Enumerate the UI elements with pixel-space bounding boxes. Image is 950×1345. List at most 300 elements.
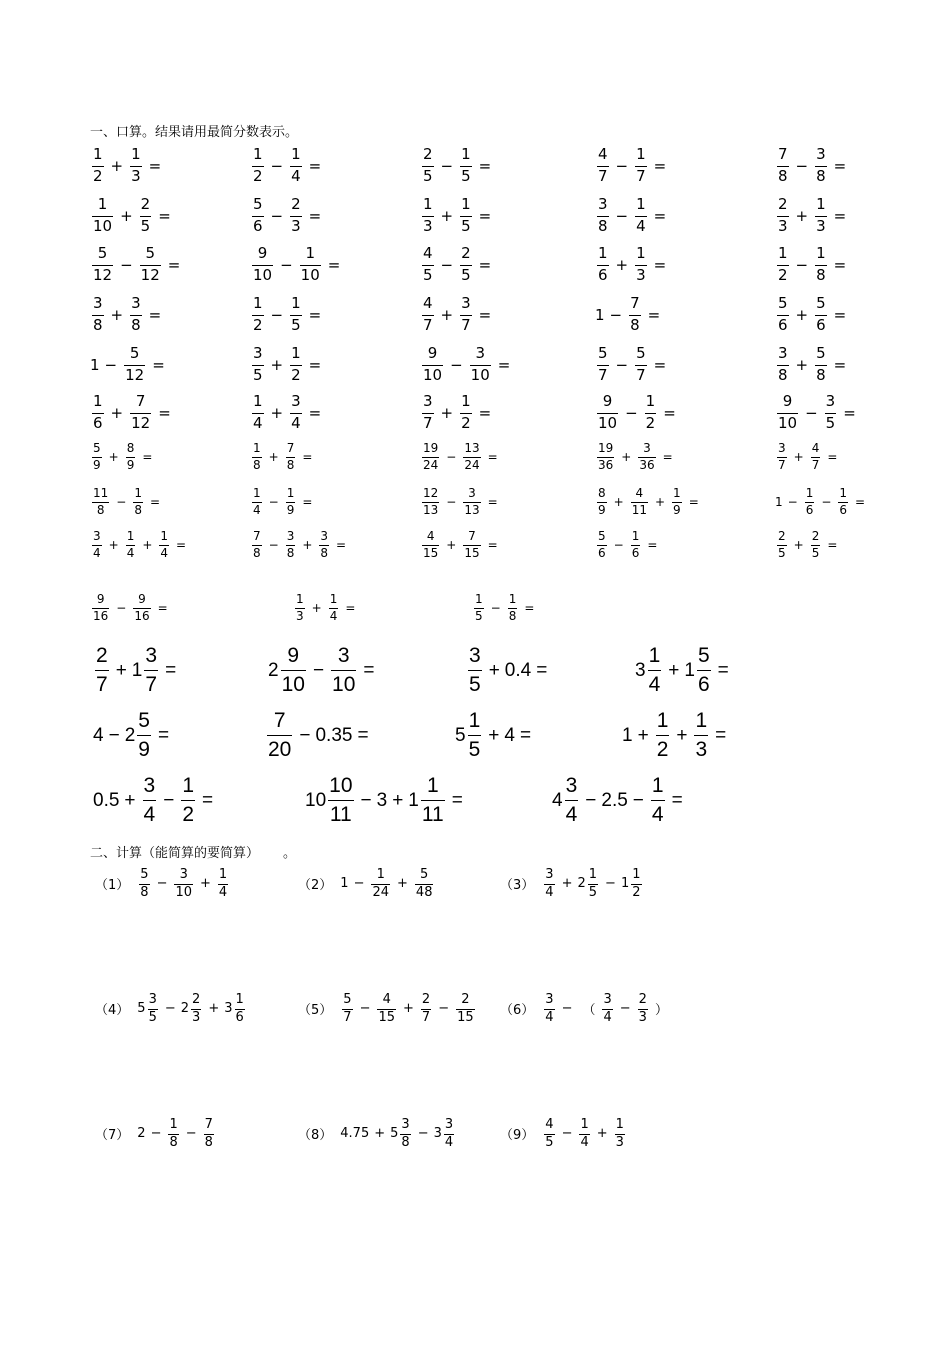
numerator: 1 — [253, 392, 263, 410]
oral-item — [775, 346, 851, 384]
denominator: 7 — [96, 673, 108, 697]
numerator: 7 — [253, 529, 261, 543]
denominator: 9 — [286, 502, 295, 517]
fraction — [544, 1118, 554, 1149]
denominator: 5 — [468, 738, 481, 762]
denominator: 10 — [175, 884, 193, 900]
fraction — [328, 775, 353, 826]
operator: = — [519, 724, 532, 746]
oral-item — [472, 593, 539, 622]
number: 2 — [137, 1126, 146, 1142]
operator: + — [795, 355, 809, 374]
operator: = — [158, 206, 171, 225]
fraction — [92, 394, 104, 432]
fraction — [140, 197, 152, 235]
numerator: 1 — [468, 709, 481, 732]
fraction-bar — [421, 800, 445, 801]
oral-item — [595, 394, 681, 432]
operator: + — [793, 449, 804, 464]
numerator: 1 — [656, 709, 669, 732]
numerator: 3 — [778, 441, 786, 455]
fraction — [143, 775, 157, 826]
fraction — [377, 993, 396, 1024]
denominator: 7 — [636, 365, 646, 384]
operator: − — [632, 789, 644, 811]
fraction — [124, 346, 145, 384]
operator: + — [440, 305, 454, 324]
whole-number: 2 — [124, 724, 136, 746]
numerator: 2 — [423, 145, 433, 163]
denominator: 7 — [423, 413, 433, 432]
oral-item — [595, 346, 671, 384]
fraction-bar — [468, 735, 482, 736]
large-item — [635, 645, 734, 696]
denominator: 4 — [291, 413, 301, 432]
oral-item — [293, 593, 360, 622]
oral-item — [595, 487, 704, 516]
fraction — [468, 645, 482, 696]
denominator: 15 — [423, 545, 439, 560]
numerator: 5 — [778, 294, 788, 312]
fraction — [805, 487, 815, 516]
denominator: 4 — [651, 803, 664, 827]
fraction — [815, 346, 827, 384]
operator: = — [524, 600, 535, 615]
numerator: 4 — [635, 486, 644, 500]
denominator: 5 — [469, 673, 481, 697]
operator: + — [392, 789, 404, 811]
fraction-bar — [648, 670, 662, 671]
fraction-bar — [468, 670, 482, 671]
numerator: 1 — [461, 195, 471, 213]
fraction — [694, 710, 708, 761]
oral-item — [420, 442, 503, 471]
denominator: 7 — [811, 457, 820, 472]
oral-item — [90, 530, 191, 559]
numerator: 5 — [816, 294, 826, 312]
denominator: 10 — [778, 413, 798, 432]
fraction — [463, 442, 480, 471]
number: 0.5 — [93, 789, 120, 811]
problem-label: （4） — [95, 1003, 130, 1019]
fraction — [579, 1118, 589, 1149]
fraction — [290, 197, 302, 235]
section2-title-text: 二、计算（能简算的要简算） — [90, 846, 260, 861]
section1-title: 一、口算。结果请用最简分数表示。 — [90, 125, 299, 140]
numerator: 7 — [273, 709, 286, 732]
fraction — [235, 993, 245, 1024]
denominator: 8 — [598, 216, 608, 235]
fraction — [597, 487, 607, 516]
denominator: 4 — [580, 1134, 589, 1150]
fraction — [777, 296, 789, 334]
whole-number: 5 — [137, 1001, 146, 1017]
numerator: 5 — [253, 195, 263, 213]
numerator: 2 — [638, 992, 647, 1007]
fraction — [133, 487, 143, 516]
fraction — [252, 296, 264, 334]
operator: = — [653, 255, 667, 274]
denominator: 5 — [825, 413, 836, 432]
denominator: 4 — [143, 803, 156, 827]
fraction — [638, 993, 648, 1024]
denominator: 4 — [545, 1009, 554, 1025]
denominator: 3 — [615, 1134, 624, 1150]
operator: − — [417, 1126, 429, 1142]
fraction — [92, 593, 109, 622]
numerator: 1 — [253, 145, 263, 163]
fraction — [597, 246, 609, 284]
denominator: 8 — [401, 1134, 410, 1150]
denominator: 11 — [329, 803, 352, 827]
numerator: 7 — [468, 529, 476, 543]
denominator: 13 — [423, 502, 439, 517]
operator: = — [148, 156, 162, 175]
numerator: 3 — [778, 344, 788, 362]
numerator: 3 — [545, 992, 554, 1007]
oral-item — [90, 394, 176, 432]
whole-number: 2 — [180, 1001, 190, 1017]
fraction — [92, 442, 102, 471]
denominator: 5 — [461, 216, 471, 235]
operator: = — [487, 537, 498, 552]
denominator: 4 — [160, 545, 169, 560]
oral-item — [595, 197, 671, 235]
numerator: 9 — [602, 392, 613, 410]
denominator: 4 — [565, 803, 578, 827]
operator: − — [299, 724, 311, 746]
denominator: 10 — [423, 365, 443, 384]
whole-number: 5 — [390, 1126, 399, 1142]
numerator: 1 — [134, 486, 142, 500]
numerator: 1 — [645, 392, 656, 410]
fraction — [777, 246, 789, 284]
number: 4.75 — [340, 1126, 370, 1142]
numerator: 1 — [461, 392, 471, 410]
denominator: 24 — [423, 457, 439, 472]
oral-item — [775, 530, 842, 559]
denominator: 5 — [461, 166, 471, 185]
denominator: 8 — [778, 166, 788, 185]
operator: − — [619, 1001, 631, 1017]
operator: + — [446, 537, 457, 552]
fraction — [672, 487, 682, 516]
oral-item — [420, 197, 496, 235]
operator: = — [497, 355, 511, 374]
fraction — [825, 394, 837, 432]
operator: = — [833, 156, 847, 175]
denominator: 5 — [253, 365, 263, 384]
denominator: 6 — [805, 502, 814, 517]
numerator: 1 — [291, 294, 301, 312]
operator: = — [653, 206, 667, 225]
denominator: 8 — [286, 545, 295, 560]
denominator: 6 — [235, 1009, 244, 1025]
numerator: 1 — [615, 1117, 624, 1132]
operator: − — [116, 494, 127, 509]
fraction — [631, 487, 648, 516]
denominator: 4 — [444, 1134, 454, 1150]
denominator: 8 — [140, 884, 149, 900]
numerator: 3 — [469, 644, 481, 667]
denominator: 48 — [415, 884, 433, 900]
operator: = — [357, 724, 369, 746]
large-item — [622, 710, 731, 761]
fraction — [267, 710, 292, 761]
fraction — [422, 487, 439, 516]
numerator: 2 — [192, 992, 201, 1007]
oral-item — [775, 442, 842, 471]
denominator: 7 — [778, 457, 786, 472]
denominator: 7 — [421, 1009, 431, 1025]
numerator: 1 — [461, 145, 471, 163]
denominator: 24 — [372, 884, 390, 900]
denominator: 10 — [300, 265, 320, 284]
fraction — [252, 346, 264, 384]
operator: = — [478, 206, 492, 225]
fraction — [290, 394, 302, 432]
fraction — [148, 993, 158, 1024]
operator: − — [446, 494, 457, 509]
operator: + — [268, 449, 279, 464]
whole-number: 3 — [224, 1001, 233, 1017]
numerator: 1 — [169, 1117, 178, 1132]
operator: = — [653, 156, 667, 175]
operator: − — [787, 494, 798, 509]
numerator: 3 — [401, 1117, 410, 1132]
fraction — [470, 346, 491, 384]
numerator: 5 — [697, 644, 710, 667]
denominator: 6 — [598, 545, 606, 560]
fraction — [631, 530, 641, 559]
fraction — [815, 296, 827, 334]
oral-item — [90, 487, 165, 516]
fraction — [92, 296, 104, 334]
numerator: 1 — [778, 244, 788, 262]
numerator: 3 — [131, 294, 141, 312]
fraction — [281, 645, 306, 696]
operator: = — [149, 494, 161, 509]
denominator: 3 — [291, 216, 301, 235]
fraction — [777, 394, 798, 432]
fraction — [444, 1118, 454, 1149]
fraction — [460, 197, 472, 235]
operator: + — [124, 789, 136, 811]
denominator: 4 — [636, 216, 646, 235]
numerator: 1 — [631, 529, 640, 543]
operator: + — [374, 1126, 386, 1142]
operator: = — [715, 724, 727, 746]
denominator: 2 — [93, 166, 103, 185]
operator: = — [336, 537, 347, 552]
fraction — [290, 296, 302, 334]
denominator: 6 — [253, 216, 263, 235]
numerator: 9 — [287, 644, 300, 667]
fraction — [777, 197, 789, 235]
numerator: 1 — [588, 867, 598, 882]
numerator: 3 — [565, 774, 578, 797]
oral-item — [90, 593, 173, 622]
fraction — [544, 993, 554, 1024]
numerator: 1 — [296, 592, 304, 606]
oral-item — [250, 346, 326, 384]
denominator: 8 — [96, 502, 105, 517]
problem-label: （9） — [500, 1128, 535, 1144]
numerator: 1 — [305, 244, 315, 262]
numerator: 3 — [253, 344, 263, 362]
denominator: 8 — [630, 315, 640, 334]
fraction — [815, 197, 827, 235]
numerator: 1 — [286, 486, 295, 500]
denominator: 7 — [598, 365, 608, 384]
large-item — [552, 775, 688, 826]
operator: − — [585, 789, 597, 811]
operator: = — [478, 403, 492, 422]
operator: + — [302, 537, 313, 552]
operator: − — [605, 876, 616, 892]
fraction — [468, 710, 482, 761]
fraction — [463, 530, 480, 559]
oral-item — [90, 442, 157, 471]
fraction — [463, 487, 480, 516]
numerator: 5 — [816, 344, 826, 362]
numerator: 2 — [461, 244, 471, 262]
oral-item — [250, 197, 326, 235]
fraction — [342, 993, 352, 1024]
operator: = — [647, 537, 658, 552]
numerator: 4 — [423, 294, 433, 312]
fraction — [422, 530, 439, 559]
fraction — [140, 246, 161, 284]
operator: = — [478, 156, 492, 175]
numerator: 3 — [291, 392, 301, 410]
numerator: 8 — [126, 441, 135, 455]
numerator: 7 — [286, 441, 295, 455]
whole-number: 1 — [131, 659, 143, 681]
fraction — [252, 197, 264, 235]
operator: = — [302, 494, 313, 509]
numerator: 3 — [468, 486, 476, 500]
numerator: 2 — [778, 195, 788, 213]
numerator: 1 — [508, 592, 517, 606]
operator: + — [403, 1001, 414, 1017]
numerator: 9 — [96, 592, 105, 606]
problem-item — [95, 1118, 216, 1149]
operator: − — [359, 1001, 371, 1017]
fraction — [252, 147, 264, 185]
denominator: 4 — [253, 413, 263, 432]
denominator: 36 — [598, 457, 614, 472]
oral-item — [250, 442, 317, 471]
number: 2.5 — [601, 789, 628, 811]
fraction — [126, 530, 136, 559]
oral-item — [595, 442, 678, 471]
operator: = — [827, 537, 838, 552]
problem-label: （2） — [298, 878, 333, 894]
denominator: 6 — [839, 502, 848, 517]
denominator: 3 — [636, 265, 646, 284]
whole-number: 2 — [577, 876, 586, 892]
numerator: 3 — [643, 441, 651, 455]
operator: − — [270, 206, 284, 225]
fraction — [329, 593, 339, 622]
fraction — [777, 346, 789, 384]
oral-item — [420, 296, 496, 334]
fraction — [422, 246, 434, 284]
operator: − — [615, 355, 629, 374]
operator: − — [156, 876, 168, 892]
problem-item — [500, 868, 644, 899]
fraction — [415, 868, 434, 899]
fraction — [422, 394, 434, 432]
problem-item — [500, 993, 673, 1024]
fraction — [648, 645, 662, 696]
whole-number: 10 — [305, 789, 327, 811]
operator: = — [833, 255, 847, 274]
fraction — [290, 147, 302, 185]
fraction — [597, 346, 609, 384]
oral-item — [420, 394, 496, 432]
oral-item — [250, 530, 351, 559]
numerator: 1 — [673, 486, 681, 500]
fraction — [777, 530, 787, 559]
denominator: 8 — [816, 365, 826, 384]
numerator: 1 — [426, 774, 439, 797]
numerator: 1 — [598, 244, 608, 262]
numerator: 1 — [580, 1117, 589, 1132]
problem-label: （6） — [500, 1003, 535, 1019]
numerator: 7 — [630, 294, 640, 312]
oral-item — [420, 346, 515, 384]
denominator: 8 — [816, 166, 826, 185]
numerator: 1 — [816, 195, 826, 213]
fraction — [92, 147, 104, 185]
numerator: 9 — [427, 344, 438, 362]
numerator: 13 — [464, 441, 480, 455]
numerator: 1 — [632, 867, 641, 882]
fraction — [815, 246, 827, 284]
numerator: 5 — [598, 529, 606, 543]
denominator: 5 — [475, 608, 483, 623]
numerator: 1 — [131, 145, 141, 163]
denominator: 5 — [423, 265, 433, 284]
fraction-bar — [565, 800, 579, 801]
numerator: 3 — [179, 867, 188, 882]
numerator: 5 — [140, 867, 149, 882]
denominator: 10 — [93, 216, 113, 235]
fraction-bar — [697, 670, 711, 671]
numerator: 1 — [253, 441, 261, 455]
paren: ） — [654, 1003, 668, 1019]
fraction — [300, 246, 321, 284]
oral-item — [775, 487, 870, 516]
operator: − — [163, 789, 175, 811]
denominator: 6 — [778, 315, 788, 334]
numerator: 1 — [376, 867, 385, 882]
fraction — [252, 487, 262, 516]
operator: + — [488, 659, 500, 681]
numerator: 7 — [204, 1117, 213, 1132]
operator: + — [637, 724, 649, 746]
operator: + — [596, 1126, 608, 1142]
numerator: 5 — [598, 344, 608, 362]
numerator: 4 — [382, 992, 391, 1007]
operator: − — [615, 206, 629, 225]
fraction — [92, 197, 113, 235]
number: 1 — [340, 876, 349, 892]
numerator: 3 — [320, 529, 329, 543]
denominator: 2 — [778, 265, 788, 284]
